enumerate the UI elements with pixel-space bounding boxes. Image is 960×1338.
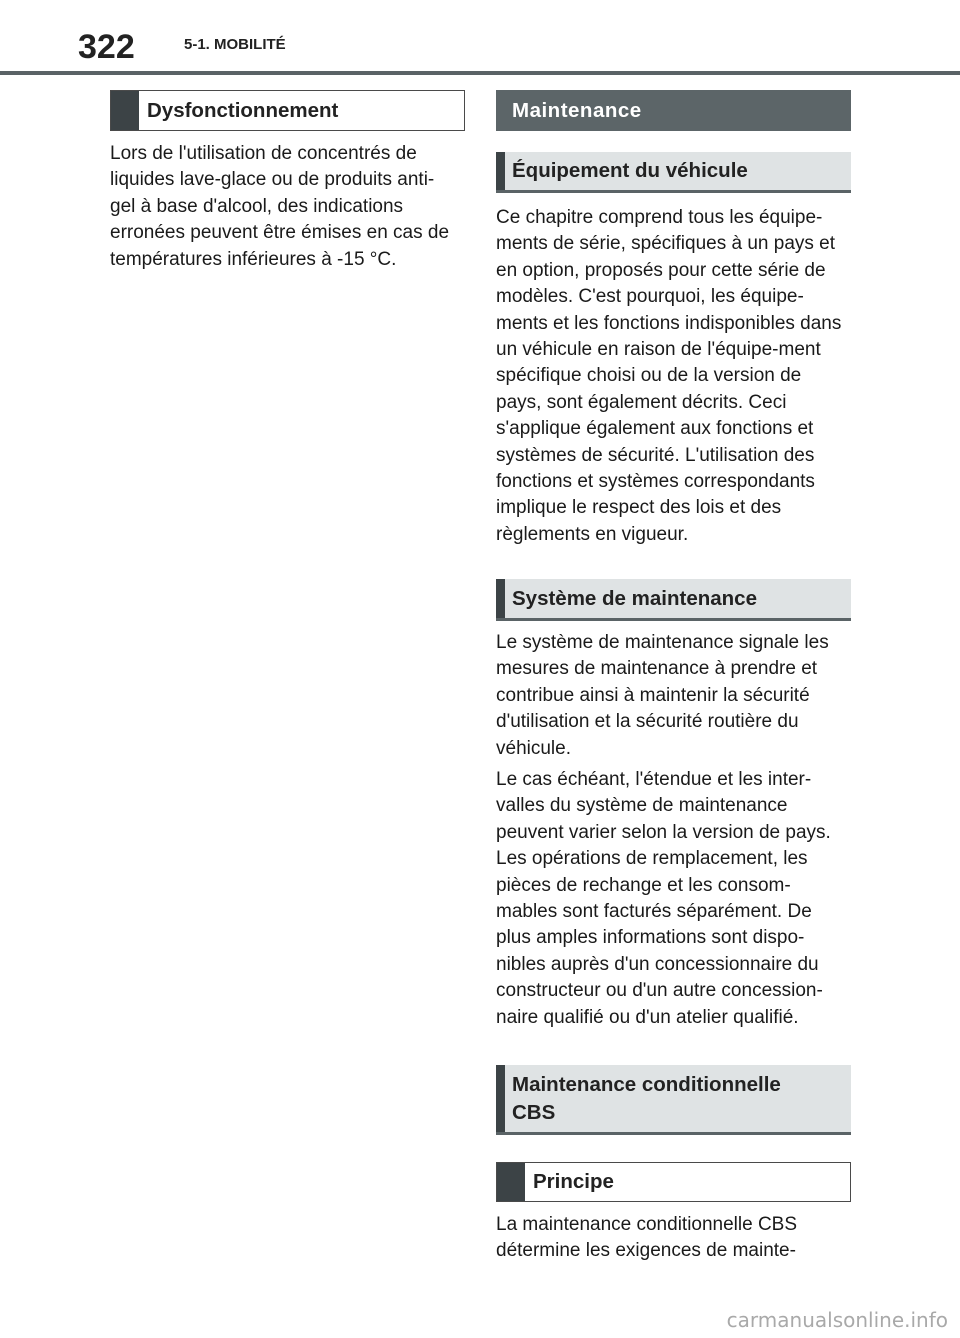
subheading-label: Maintenance conditionnelle CBS [512, 1072, 781, 1124]
watermark: carmanualsonline.info [726, 1308, 948, 1332]
subheading-label: Système de maintenance [512, 586, 757, 610]
page-header [0, 0, 960, 78]
heading-principe [496, 1162, 851, 1202]
subheading-equipement [496, 152, 851, 193]
paragraph-equipement: Ce chapitre comprend tous les équipe-ments de série, spécifiques à un pays et en option, proposés pour cette série de modèles. C'est pourquoi, les équipe-ments et les fonctions indisponibles dans un véhicule en raison de l'équipe-ment spécifique choisi ou de la version de pays, sont également décrits. Ceci s'applique également aux fonctions et systèmes de sécurité. L'utilisation des fonctions et systèmes correspondants implique le respect des lois et des règlements en vigueur. [496, 207, 842, 545]
paragraph-principe: La maintenance conditionnelle CBS détermine les exigences de mainte- [496, 1214, 798, 1262]
paragraph-dysfonctionnement: Lors de l'utilisation de concentrés de liquides lave-glace ou de produits anti-gel à base d'alcool, des indications erronées peuvent être émises en cas de températures inférieures à -15 °C. [110, 143, 450, 270]
heading-maintenance [496, 90, 851, 131]
heading-dysfonctionnement [110, 90, 465, 131]
subheading-bar [496, 152, 505, 190]
subheading-bar [496, 579, 505, 618]
heading-label: Maintenance [512, 98, 642, 122]
paragraph-systeme-2: Le cas échéant, l'étendue et les inter-valles du système de maintenance peuvent varier selon la version de pays. Les opérations de remplacement, les pièces de rechange et les consom-mables sont facturés séparément. De plus amples informations sont dispo-nibles auprès d'un concessionnaire du constructeur ou d'un autre concession-naire qualifié ou d'un atelier qualifié. [496, 769, 831, 1028]
section-label: 5-1. MOBILITÉ [184, 36, 286, 53]
heading-tab [497, 1163, 525, 1201]
paragraph-systeme-1: Le système de maintenance signale les mesures de maintenance à prendre et contribue ainsi à maintenir la sécurité d'utilisation et la sécurité routière du véhicule. [496, 632, 829, 759]
subheading-systeme [496, 579, 851, 621]
page-number: 322 [78, 28, 135, 66]
subheading-cbs [496, 1065, 851, 1135]
heading-label: Dysfonctionnement [147, 98, 339, 122]
subheading-label: Équipement du véhicule [512, 159, 748, 182]
heading-tab [111, 91, 139, 130]
header-divider [0, 71, 960, 75]
subheading-bar [496, 1065, 505, 1132]
heading-label: Principe [533, 1170, 614, 1193]
